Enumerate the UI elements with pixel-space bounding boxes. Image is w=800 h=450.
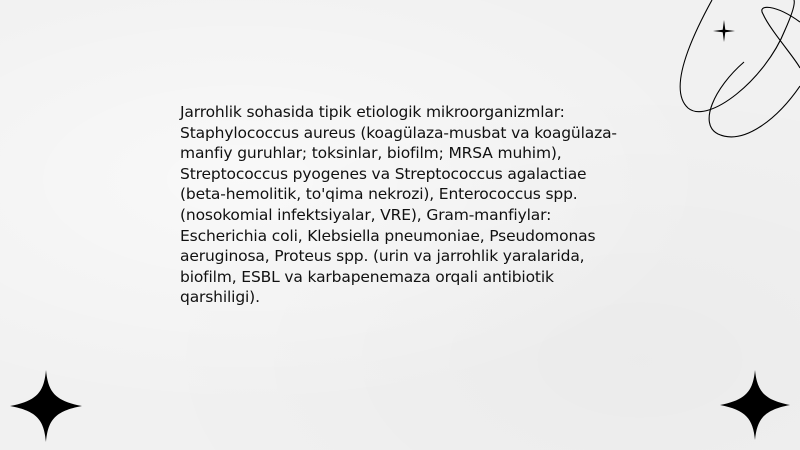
four-point-star-icon (713, 20, 735, 42)
four-point-star-icon (10, 370, 82, 442)
slide-body-text: Jarrohlik sohasida tipik etiologik mikroorganizmlar: Staphylococcus aureus (koagülaza-musbat va koagülaza-manfiy guruhlar; toksinlar, biofilm; MRSA muhim), Streptococcus pyogenes va Streptococcus agalactiae (beta-hemolitik, to'qima nekrozi), Enterococcus spp. (nosokomial infektsiyalar, VRE), Gram-manfiylar: Escherichia coli, Klebsiella pneumoniae, Pseudomonas aeruginosa, Proteus spp. (urin va jarrohlik yaralarida, biofilm, ESBL va karbapenemaza orqali antibiotik qarshiligi). (180, 103, 617, 307)
four-point-star-icon (720, 370, 790, 440)
orbit-lines-icon (660, 0, 800, 145)
